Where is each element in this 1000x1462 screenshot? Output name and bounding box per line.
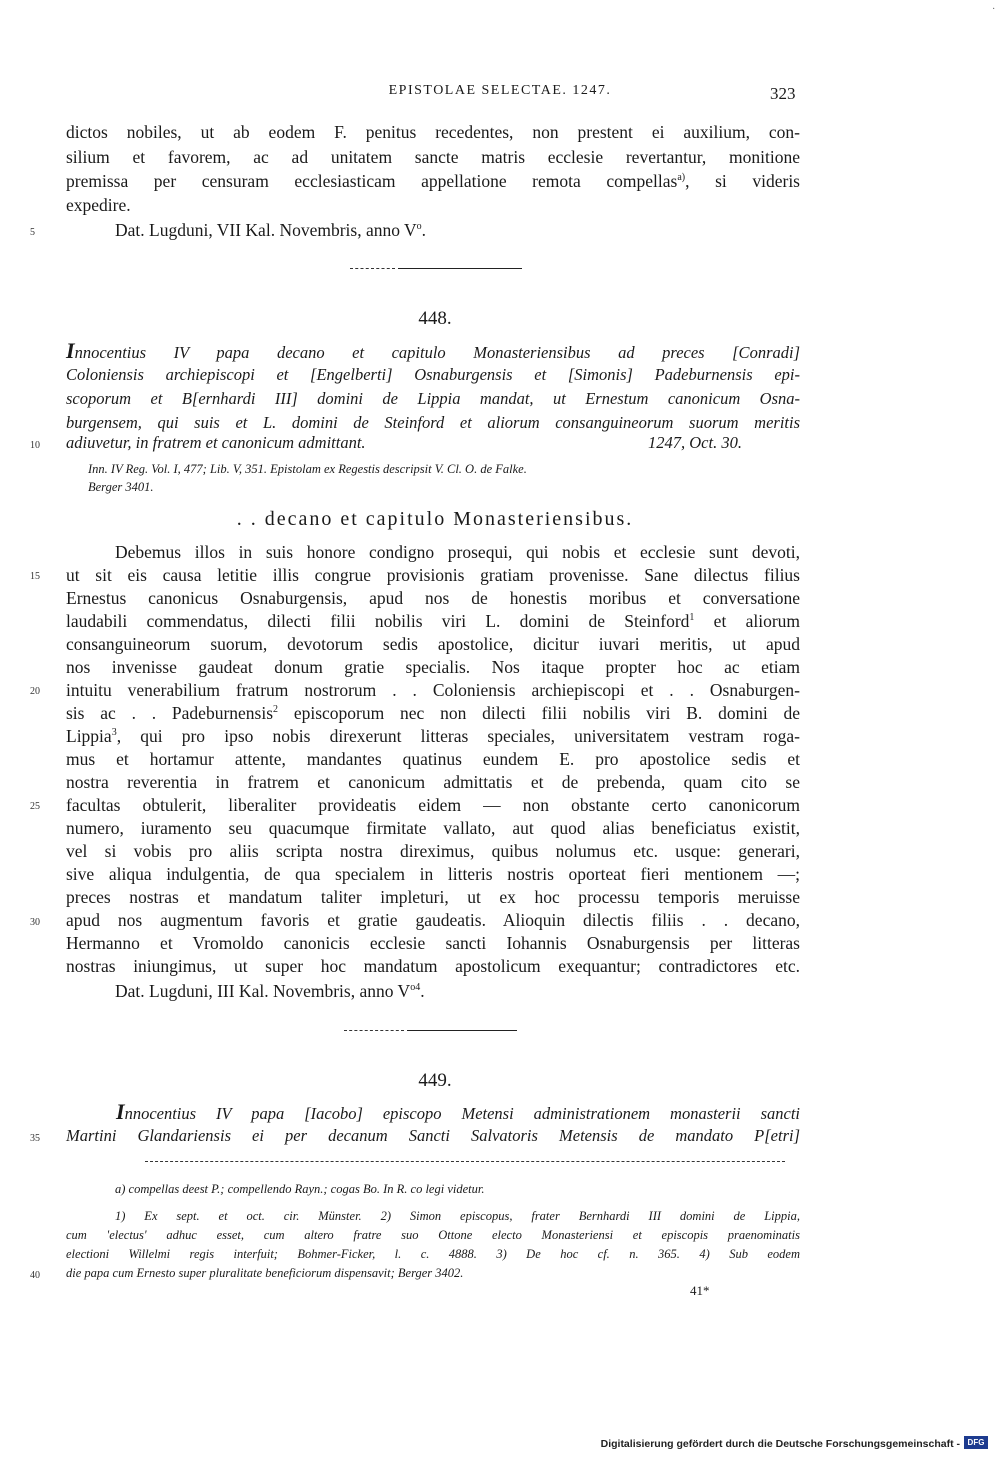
footnote-line: electioni Willelmi regis interfuit; Bohmer-Ficker, l. c. 4888. 3) De hoc cf. n. 365. 4) Sub eodem — [66, 1247, 800, 1261]
margin-line-number: 10 — [30, 440, 40, 451]
superscript: o4 — [410, 982, 421, 994]
text-line: nostras iniungimus, ut super hoc mandatum apostolicum exequantur; contradictores etc. — [66, 956, 800, 976]
summary-line: burgensem, qui suis et L. domini de Steinford et aliorum consanguineorum suorum meritis — [66, 413, 800, 432]
margin-line-number: 35 — [30, 1133, 40, 1144]
summary-line: adiuvetur, in fratrem et canonicum admittant. — [66, 433, 366, 452]
text-line: consanguineorum suorum, devotorum sedis apostolice, dicitur iuvari meritis, ut apud — [66, 634, 800, 654]
text-fragment: nnocentius IV papa [Iacobo] episcopo Metensi administrationem monasterii sancti — [124, 1104, 800, 1123]
dfg-logo-icon: DFG — [964, 1436, 988, 1449]
text-line — [66, 610, 800, 632]
text-fragment: Dat. Lugduni, VII Kal. Novembris, anno V — [115, 220, 417, 240]
margin-line-number: 5 — [30, 227, 35, 238]
margin-line-number: 15 — [30, 571, 40, 582]
signature-mark: 41* — [690, 1283, 710, 1298]
text-line: nostra reverentia in fratrem et canonicum admittatis et de prebenda, quam cito se — [66, 772, 800, 792]
dating-clause — [115, 219, 800, 241]
page-number: 323 — [770, 84, 796, 103]
text-line: intuitu venerabilium fratrum nostrorum . . Coloniensis archiepiscopi et . . Osnaburgen- — [66, 680, 800, 700]
source-note: Berger 3401. — [88, 480, 154, 494]
footnote-line: 1) Ex sept. et oct. cir. Münster. 2) Simon episcopus, frater Bernhardi III domini de Lippia, — [115, 1209, 800, 1223]
document-number: 449. — [418, 1070, 452, 1091]
dating-clause — [115, 980, 800, 1002]
summary-line: Martini Glandariensis ei per decanum Sancti Salvatoris Metensis de mandato P[etri] — [66, 1126, 800, 1145]
text-line: sive aliqua indulgentia, de qua specialem in litteris nostris oporteat fieri mentionem —; — [66, 864, 800, 884]
footnote-marker: 2 — [273, 704, 279, 716]
initial-letter: I — [66, 338, 75, 363]
text-line: numero, iuramento seu quacumque firmitate vallato, aut quod alias beneficiatus existit, — [66, 818, 800, 838]
margin-line-number: 20 — [30, 686, 40, 697]
summary-line — [66, 1101, 800, 1125]
text-line: Ernestus canonicus Osnaburgensis, apud nos de honestis moribus et conversatione — [66, 588, 800, 608]
summary-date: 1247, Oct. 30. — [648, 433, 742, 452]
margin-line-number: 30 — [30, 917, 40, 928]
text-line: preces nostras et mandatum taliter impleturi, ut ex hoc processu temporis meruisse — [66, 887, 800, 907]
text-fragment: laudabili commendatus, dilecti filii nobilis viri L. domini de Steinford — [66, 611, 690, 631]
text-line — [66, 725, 800, 747]
footnote-marker: 3 — [111, 727, 117, 739]
source-note: Inn. IV Reg. Vol. I, 477; Lib. V, 351. Epistolam ex Regestis descripsit V. Cl. O. de Falke. — [88, 462, 527, 476]
text-fragment: , si videris — [685, 171, 800, 191]
text-line — [66, 170, 800, 192]
text-fragment: nnocentius IV papa decano et capitulo Monasteriensibus ad preces [Conradi] — [74, 343, 800, 362]
initial-letter: I — [116, 1099, 125, 1124]
text-fragment: . — [420, 981, 425, 1001]
text-line: Hermanno et Vromoldo canonicis ecclesie sancti Iohannis Osnaburgensis per litteras — [66, 933, 800, 953]
digitization-credit: Digitalisierung gefördert durch die Deutsche Forschungsgemeinschaft - — [600, 1438, 960, 1450]
superscript: o — [416, 221, 422, 233]
footnote-marker: 1 — [689, 612, 695, 624]
text-line: silium et favorem, ac ad unitatem sancte matris ecclesie revertantur, monitione — [66, 147, 800, 167]
text-line: ut sit eis causa letitie illis congrue provisionis gratiam provenisse. Sane dilectus filius — [66, 565, 800, 585]
text-fragment: episcoporum nec non dilecti filii nobilis viri B. domini de — [278, 703, 800, 723]
running-title: EPISTOLAE SELECTAE. 1247. — [388, 83, 612, 98]
margin-line-number: 40 — [30, 1270, 40, 1281]
text-fragment: et aliorum — [694, 611, 801, 631]
footnote-line: cum 'electus' adhuc esset, cum altero fratre suo Ottone electo Monasteriensi et episcopis praenominatis — [66, 1228, 800, 1242]
text-line: Debemus illos in suis honore condigno prosequi, qui nobis et ecclesie sunt devoti, — [115, 542, 800, 562]
document-number: 448. — [418, 308, 452, 329]
summary-line — [66, 340, 800, 364]
apparatus-marker: a) — [677, 172, 686, 184]
text-line: apud nos augmentum favoris et gratie gaudeatis. Alioquin dilectis filiis . . decano, — [66, 910, 800, 930]
corner-tick: · — [992, 4, 996, 15]
text-fragment: Lippia — [66, 726, 112, 746]
text-line: mus et hortamur attente, mandantes quatinus eundem E. pro apostolice sedis et — [66, 749, 800, 769]
text-line: expedire. — [66, 195, 131, 215]
text-line: dictos nobiles, ut ab eodem F. penitus recedentes, non prestent ei auxilium, con- — [66, 122, 800, 142]
separator-dashed — [350, 268, 395, 269]
separator-rule — [407, 1030, 517, 1031]
salutation-heading: . . decano et capitulo Monasteriensibus. — [236, 508, 634, 530]
separator-rule — [398, 268, 522, 269]
text-fragment: sis ac . . Padeburnensis — [66, 703, 274, 723]
summary-line: scoporum et B[ernhardi III] domini de Lippia mandat, ut Ernestum canonicum Osna- — [66, 389, 800, 408]
text-fragment: Dat. Lugduni, III Kal. Novembris, anno V — [115, 981, 411, 1001]
footnote-line: die papa cum Ernesto super pluralitate beneficiorum dispensavit; Berger 3402. — [66, 1266, 464, 1280]
separator-dashed — [344, 1030, 404, 1031]
text-fragment: , qui pro ipso nobis direxerunt litteras speciales, universitatem vestram roga- — [116, 726, 800, 746]
text-line — [66, 702, 800, 724]
footnote-separator — [145, 1161, 785, 1162]
text-line: nos invenisse gaudeat donum gratie specialis. Nos itaque propter hoc ac etiam — [66, 657, 800, 677]
critical-apparatus: a) compellas deest P.; compellendo Rayn.; cogas Bo. In R. co legi videtur. — [115, 1182, 485, 1196]
text-line: facultas obtulerit, liberaliter provideatis eidem — non obstante certo canonicorum — [66, 795, 800, 815]
margin-line-number: 25 — [30, 801, 40, 812]
text-fragment: premissa per censuram ecclesiasticam appellatione remota compellas — [66, 171, 678, 191]
text-fragment: . — [421, 220, 427, 240]
text-line: vel si vobis pro aliis scripta nostra direximus, quibus nolumus etc. usque: generari, — [66, 841, 800, 861]
summary-line: Coloniensis archiepiscopi et [Engelberti] Osnaburgensis et [Simonis] Padeburnensis epi- — [66, 365, 800, 384]
